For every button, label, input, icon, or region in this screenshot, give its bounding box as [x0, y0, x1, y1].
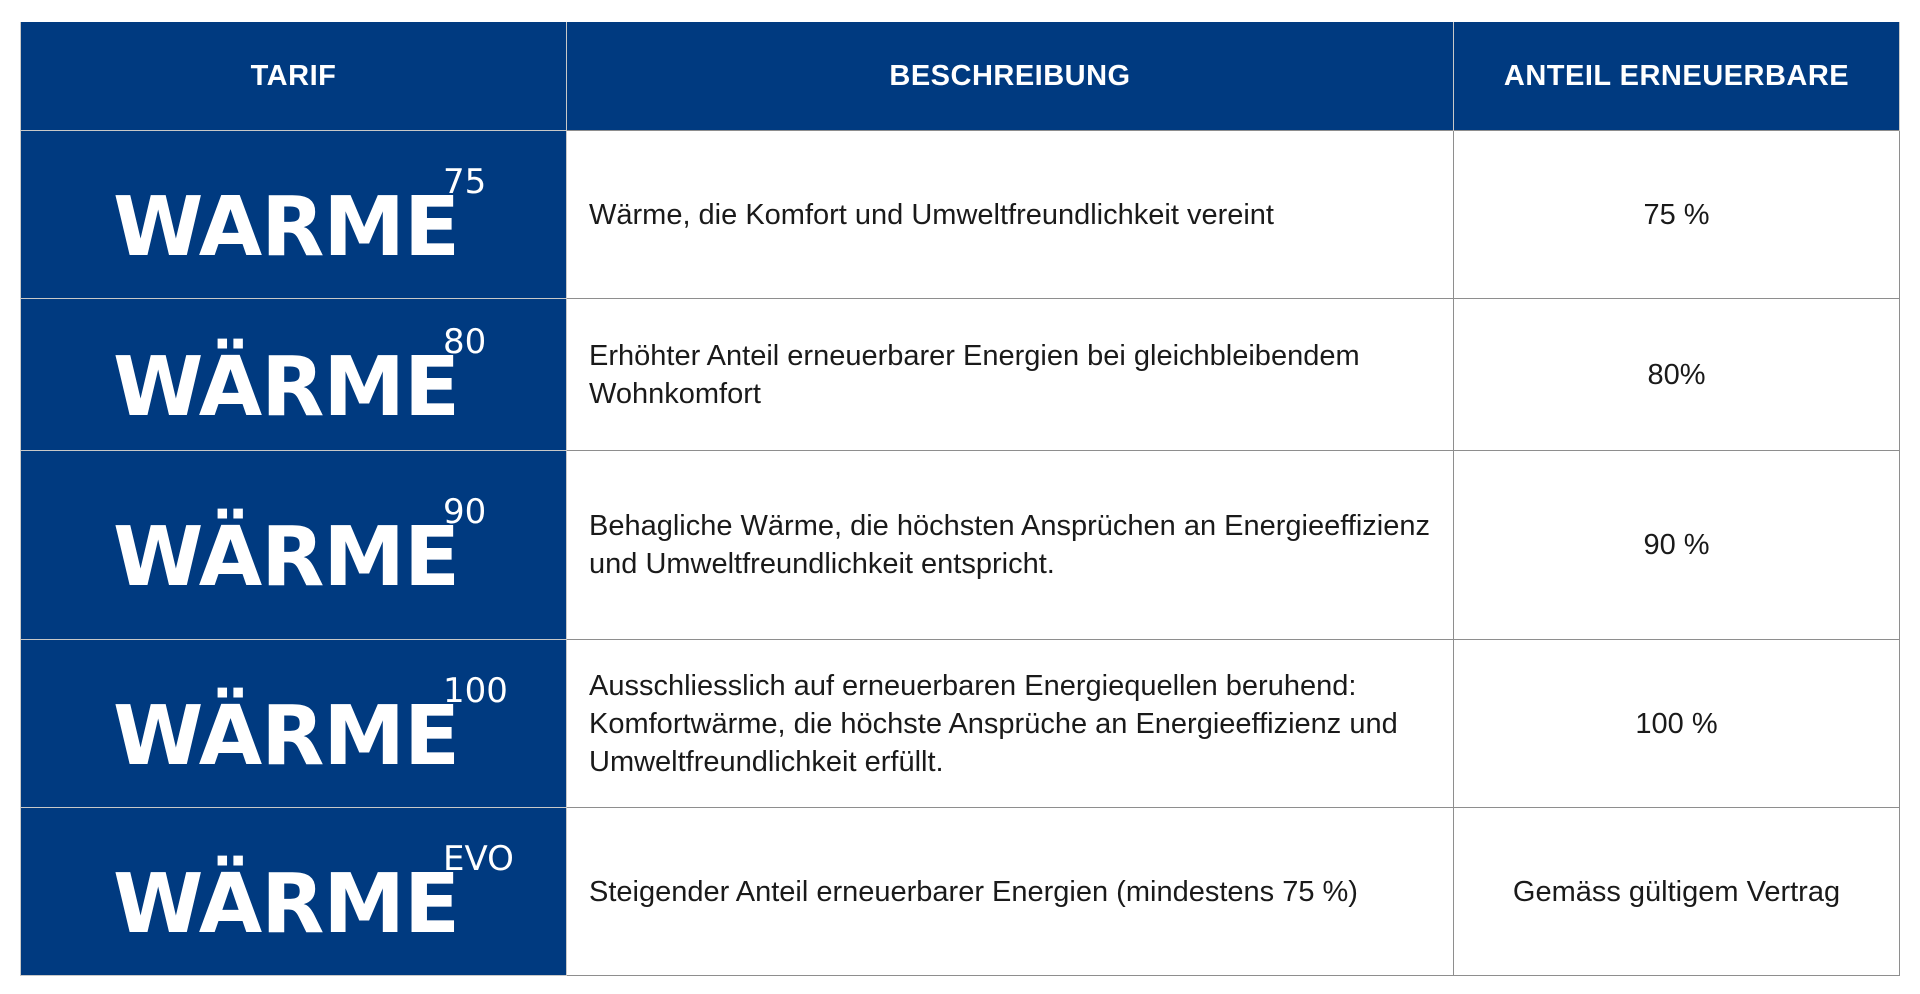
logo-superscript: 75 — [443, 161, 487, 202]
tarif-logo — [113, 321, 513, 435]
table-row — [21, 808, 1900, 976]
logo-word: WARME — [113, 179, 459, 275]
renewable-share-cell: 90 % — [1454, 451, 1900, 640]
logo-word: WÄRME — [113, 339, 459, 435]
logo-superscript: 90 — [443, 492, 487, 532]
table-row — [21, 299, 1900, 451]
table-row — [21, 451, 1900, 640]
header-anteil-erneuerbare: ANTEIL ERNEUERBARE — [1454, 22, 1900, 131]
table-header-row — [21, 22, 1900, 131]
tarif-cell — [21, 451, 567, 640]
tarif-logo — [113, 670, 513, 784]
description-cell: Behagliche Wärme, die höchsten Ansprüchen an Energieeffizienz und Umweltfreundlichkeit entspricht. — [567, 451, 1454, 640]
tarif-logo — [113, 838, 514, 952]
tarif-cell — [21, 640, 567, 808]
tarif-cell — [21, 808, 567, 976]
logo-superscript: EVO — [443, 838, 514, 879]
tarif-logo — [113, 161, 513, 275]
header-beschreibung: BESCHREIBUNG — [567, 22, 1454, 131]
tarif-cell — [21, 299, 567, 451]
logo-word: WÄRME — [113, 510, 459, 605]
table-row — [21, 640, 1900, 808]
tarif-logo — [113, 492, 513, 605]
header-tarif: TARIF — [21, 22, 567, 131]
tariff-table — [20, 22, 1900, 976]
logo-superscript: 100 — [443, 670, 508, 711]
renewable-share-cell: 100 % — [1454, 640, 1900, 808]
table-row — [21, 131, 1900, 299]
logo-superscript: 80 — [443, 321, 487, 362]
logo-word: WÄRME — [113, 856, 459, 952]
renewable-share-cell: 80% — [1454, 299, 1900, 451]
tariff-table-container — [20, 22, 1899, 976]
description-cell: Erhöhter Anteil erneuerbarer Energien bei gleichbleibendem Wohnkomfort — [567, 299, 1454, 451]
renewable-share-cell: Gemäss gültigem Vertrag — [1454, 808, 1900, 976]
description-cell: Ausschliesslich auf erneuerbaren Energiequellen beruhend: Komfortwärme, die höchste Ansprüche an Energieeffizienz und Umweltfreundlichkeit erfüllt. — [567, 640, 1454, 808]
description-cell: Steigender Anteil erneuerbarer Energien (mindestens 75 %) — [567, 808, 1454, 976]
tarif-cell — [21, 131, 567, 299]
description-cell: Wärme, die Komfort und Umweltfreundlichkeit vereint — [567, 131, 1454, 299]
logo-word: WÄRME — [113, 688, 459, 784]
renewable-share-cell: 75 % — [1454, 131, 1900, 299]
